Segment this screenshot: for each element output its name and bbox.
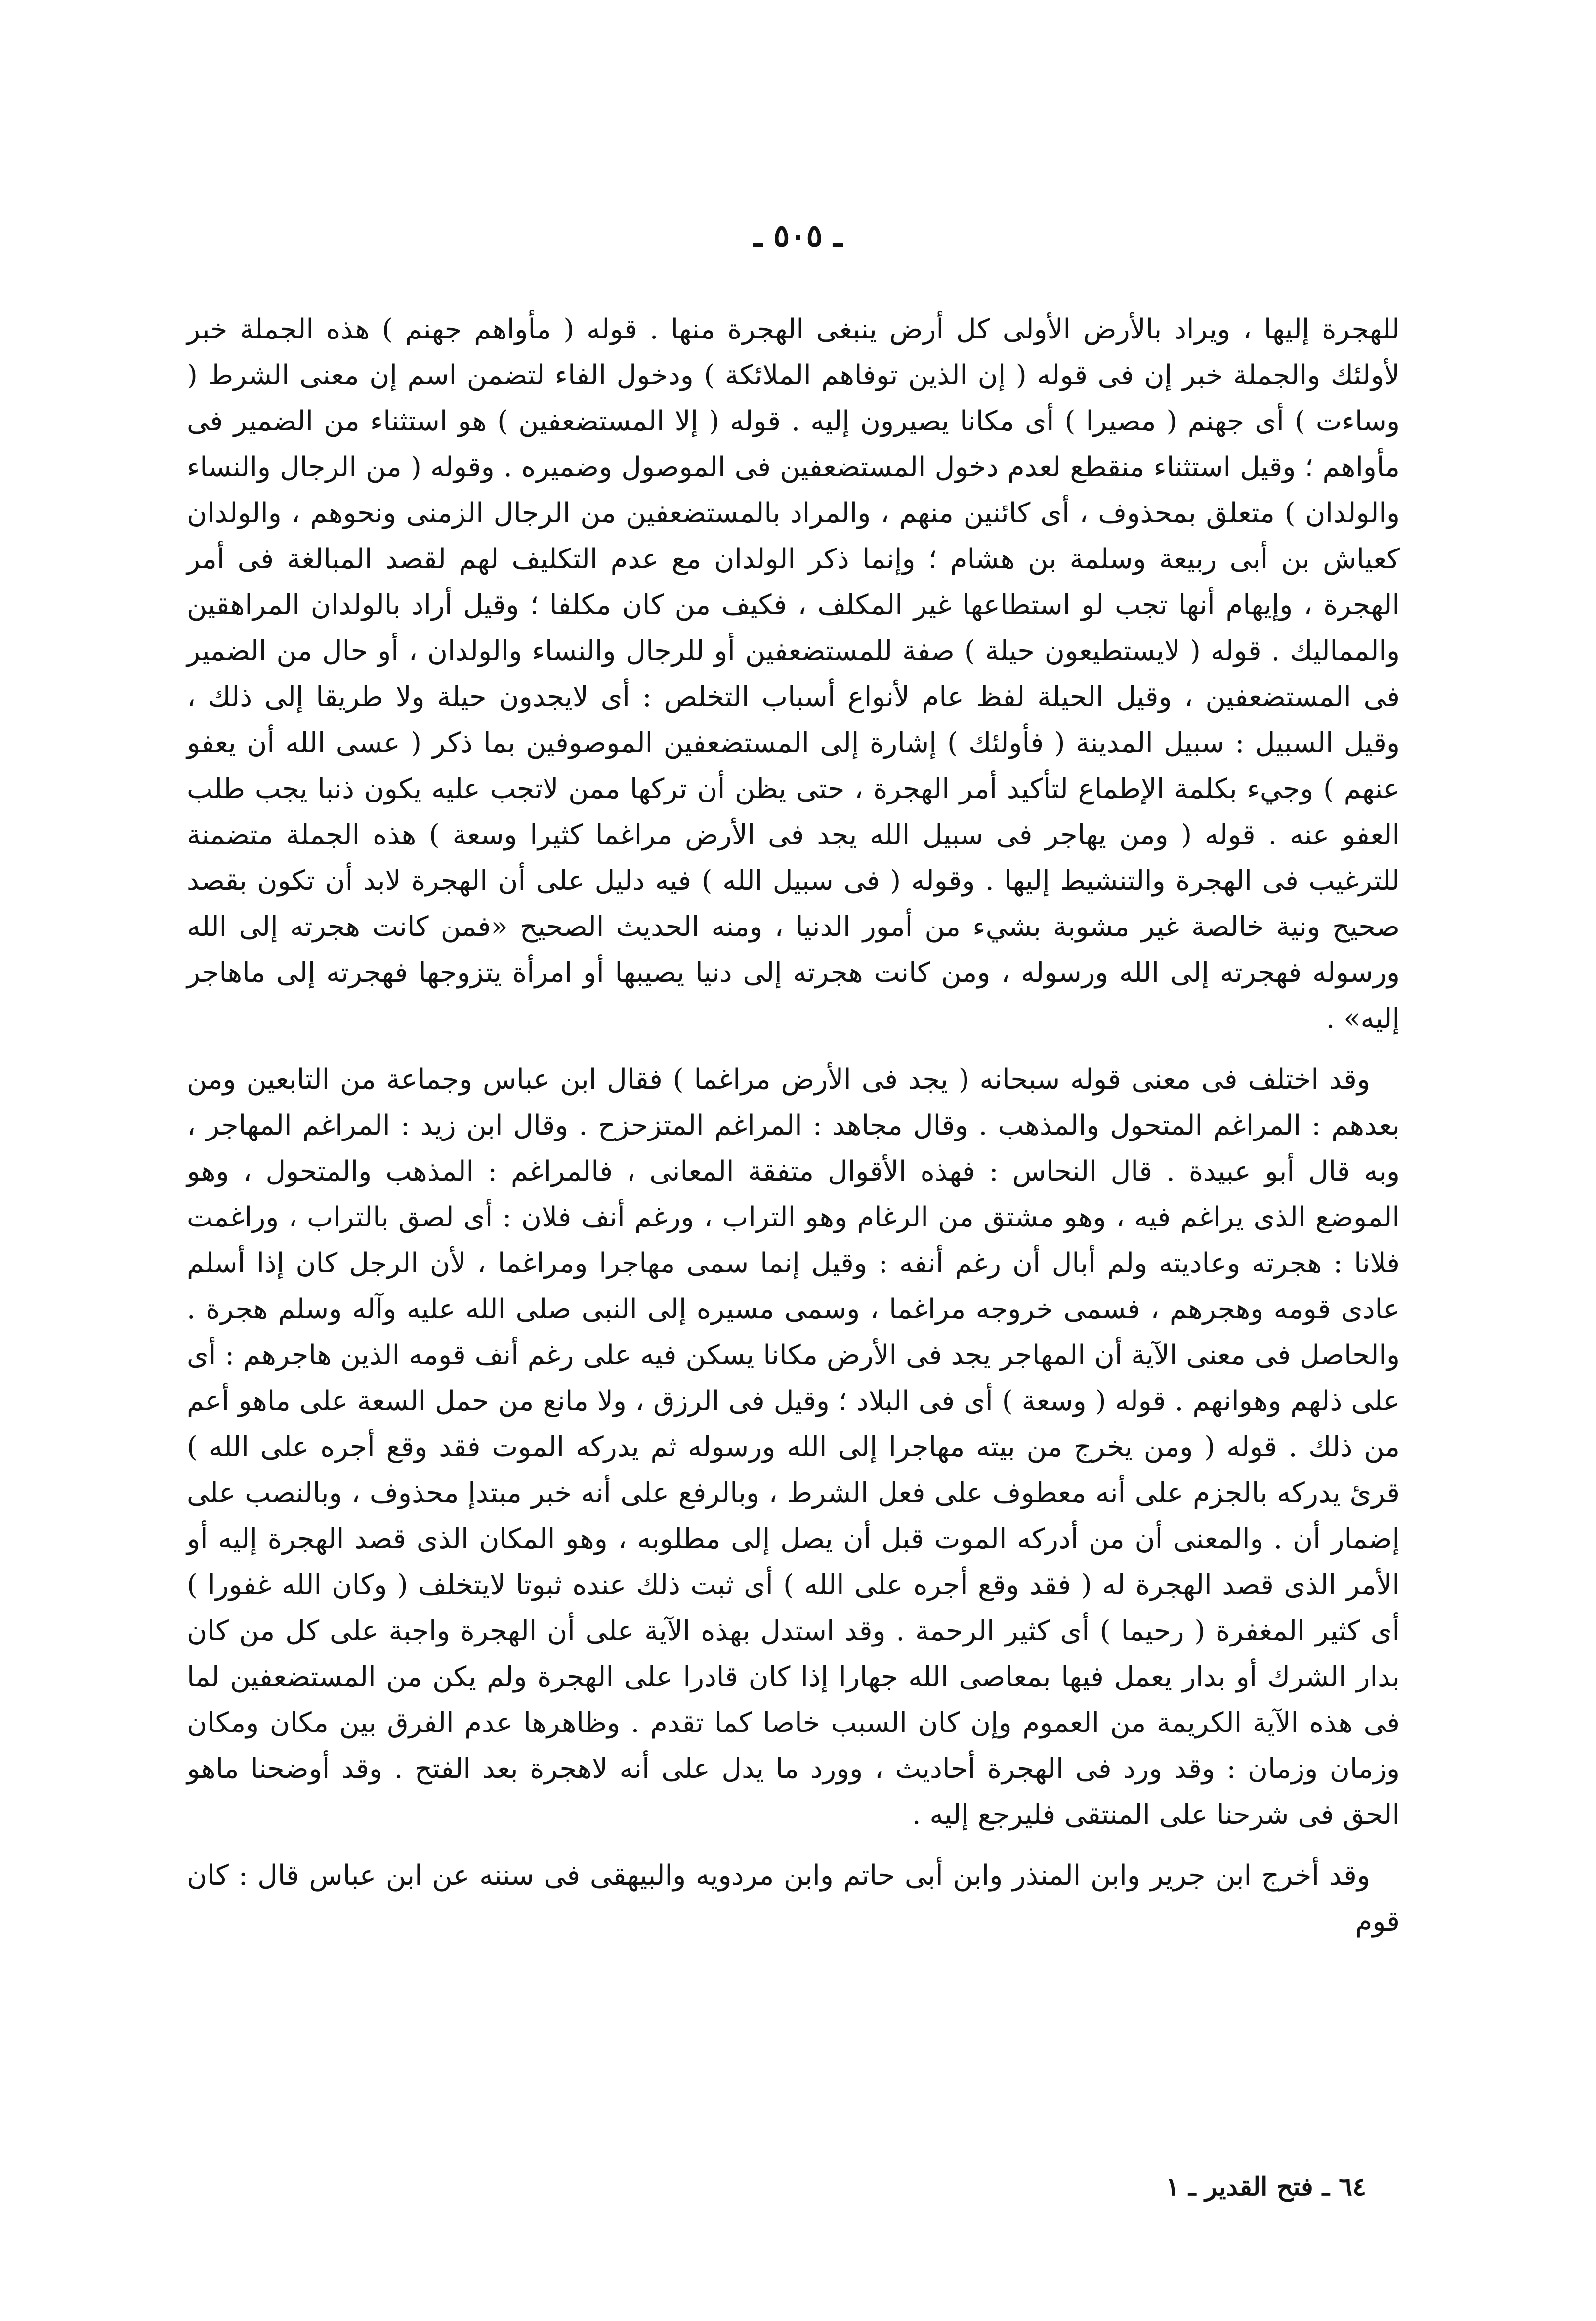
body-text <box>187 306 1400 1944</box>
page-number: ـ ٥٠٥ ـ <box>754 217 842 253</box>
page-footer: ٦٤ ـ فتح القدير ـ ١ <box>1166 2172 1366 2202</box>
paragraph: وقد اختلف فى معنى قوله سبحانه ( يجد فى الأرض مراغما ) فقال ابن عباس وجماعة من التابعين ومن بعدهم : المراغم المتحول والمذهب . وقال مجاهد : المراغم المتزحزح . وقال ابن زيد : المراغم المهاجر ، وبه قال أبو عبيدة . قال النحاس : فهذه الأقوال متفقة المعانى ، فالمراغم : المذهب والمتحول ، وهو الموضع الذى يراغم فيه ، وهو مشتق من الرغام وهو التراب ، ورغم أنف فلان : أى لصق بالتراب ، وراغمت فلانا : هجرته وعاديته ولم أبال أن رغم أنفه : وقيل إنما سمى مهاجرا ومراغما ، لأن الرجل كان إذا أسلم عادى قومه وهجرهم ، فسمى خروجه مراغما ، وسمى مسيره إلى النبى صلى الله عليه وآله وسلم هجرة . والحاصل فى معنى الآية أن المهاجر يجد فى الأرض مكانا يسكن فيه على رغم أنف قومه الذين هاجرهم : أى على ذلهم وهوانهم . قوله ( وسعة ) أى فى البلاد ؛ وقيل فى الرزق ، ولا مانع من حمل السعة على ماهو أعم من ذلك . قوله ( ومن يخرج من بيته مهاجرا إلى الله ورسوله ثم يدركه الموت فقد وقع أجره على الله ) قرئ يدركه بالجزم على أنه معطوف على فعل الشرط ، وبالرفع على أنه خبر مبتدإ محذوف ، وبالنصب على إضمار أن . والمعنى أن من أدركه الموت قبل أن يصل إلى مطلوبه ، وهو المكان الذى قصد الهجرة إليه أو الأمر الذى قصد الهجرة له ( فقد وقع أجره على الله ) أى ثبت ذلك عنده ثبوتا لايتخلف ( وكان الله غفورا ) أى كثير المغفرة ( رحيما ) أى كثير الرحمة . وقد استدل بهذه الآية على أن الهجرة واجبة على كل من كان بدار الشرك أو بدار يعمل فيها بمعاصى الله جهارا إذا كان قادرا على الهجرة ولم يكن من المستضعفين لما فى هذه الآية الكريمة من العموم وإن كان السبب خاصا كما تقدم . وظاهرها عدم الفرق بين مكان ومكان وزمان وزمان : وقد ورد فى الهجرة أحاديث ، وورد ما يدل على أنه لاهجرة بعد الفتح . وقد أوضحنا ماهو الحق فى شرحنا على المنتقى فليرجع إليه . <box>187 1063 1400 1831</box>
paragraph: وقد أخرج ابن جرير وابن المنذر وابن أبى حاتم وابن مردويه والبيهقى فى سننه عن ابن عباس قال : كان قوم <box>187 1859 1400 1938</box>
paragraph: للهجرة إليها ، ويراد بالأرض الأولى كل أرض ينبغى الهجرة منها . قوله ( مأواهم جهنم ) هذه الجملة خبر لأولئك والجملة خبر إن فى قوله ( إن الذين توفاهم الملائكة ) ودخول الفاء لتضمن اسم إن معنى الشرط ( وساءت ) أى جهنم ( مصيرا ) أى مكانا يصيرون إليه . قوله ( إلا المستضعفين ) هو استثناء من الضمير فى مأواهم ؛ وقيل استثناء منقطع لعدم دخول المستضعفين فى الموصول وضميره . وقوله ( من الرجال والنساء والولدان ) متعلق بمحذوف ، أى كائنين منهم ، والمراد بالمستضعفين من الرجال الزمنى ونحوهم ، والولدان كعياش بن أبى ربيعة وسلمة بن هشام ؛ وإنما ذكر الولدان مع عدم التكليف لهم لقصد المبالغة فى أمر الهجرة ، وإيهام أنها تجب لو استطاعها غير المكلف ، فكيف من كان مكلفا ؛ وقيل أراد بالولدان المراهقين والمماليك . قوله ( لايستطيعون حيلة ) صفة للمستضعفين أو للرجال والنساء والولدان ، أو حال من الضمير فى المستضعفين ، وقيل الحيلة لفظ عام لأنواع أسباب التخلص : أى لايجدون حيلة ولا طريقا إلى ذلك ، وقيل السبيل : سبيل المدينة ( فأولئك ) إشارة إلى المستضعفين الموصوفين بما ذكر ( عسى الله أن يعفو عنهم ) وجيء بكلمة الإطماع لتأكيد أمر الهجرة ، حتى يظن أن تركها ممن لاتجب عليه يكون ذنبا يجب طلب العفو عنه . قوله ( ومن يهاجر فى سبيل الله يجد فى الأرض مراغما كثيرا وسعة ) هذه الجملة متضمنة للترغيب فى الهجرة والتنشيط إليها . وقوله ( فى سبيل الله ) فيه دليل على أن الهجرة لابد أن تكون بقصد صحيح ونية خالصة غير مشوبة بشيء من أمور الدنيا ، ومنه الحديث الصحيح «فمن كانت هجرته إلى الله ورسوله فهجرته إلى الله ورسوله ، ومن كانت هجرته إلى دنيا يصيبها أو امرأة يتزوجها فهجرته إلى ماهاجر إليه» . <box>187 313 1400 1035</box>
